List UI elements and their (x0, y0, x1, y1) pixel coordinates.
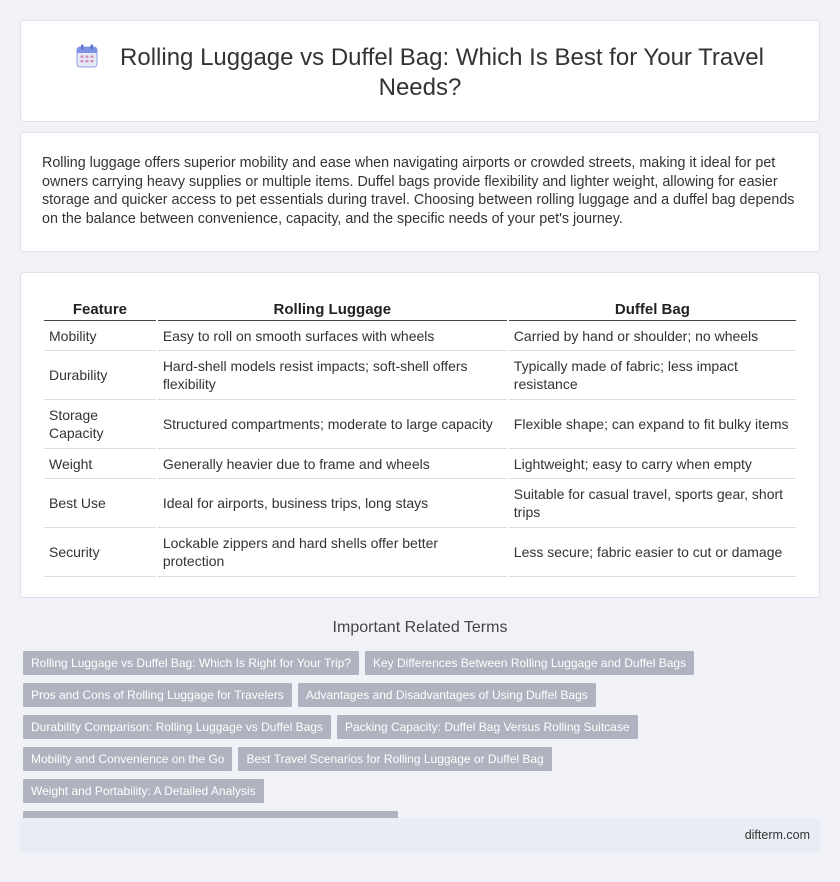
duffel-bag-cell: Flexible shape; can expand to fit bulky items (509, 400, 796, 449)
rolling-luggage-cell: Lockable zippers and hard shells offer better protection (158, 528, 507, 577)
table-row (44, 479, 796, 528)
related-term-tag[interactable]: Durability Comparison: Rolling Luggage vs Duffel Bags (23, 715, 331, 739)
duffel-bag-cell: Lightweight; easy to carry when empty (509, 449, 796, 479)
intro-card (20, 132, 820, 252)
header-duffel-bag: Duffel Bag (509, 295, 796, 321)
rolling-luggage-cell: Structured compartments; moderate to large capacity (158, 400, 507, 449)
related-term-tag[interactable]: Key Differences Between Rolling Luggage and Duffel Bags (365, 651, 694, 675)
header-feature: Feature (44, 295, 156, 321)
related-term-tag[interactable]: Rolling Luggage vs Duffel Bag: Which Is Right for Your Trip? (23, 651, 359, 675)
related-terms-heading: Important Related Terms (332, 619, 508, 636)
comparison-table (42, 295, 798, 577)
table-row (44, 449, 796, 479)
duffel-bag-cell: Less secure; fabric easier to cut or damage (509, 528, 796, 577)
feature-cell: Mobility (44, 321, 156, 351)
intro-paragraph: Rolling luggage offers superior mobility and ease when navigating airports or crowded streets, making it ideal for pet owners carrying heavy supplies or multiple items. Duffel bags provide flexibility and lighter weight, allowing for easier storage and quicker access to pet essentials during travel. Choosing between rolling luggage and a duffel bag depends on the balance between convenience, capacity, and the specific needs of your pet's journey. (42, 155, 795, 227)
related-term-tag[interactable]: Mobility and Convenience on the Go (23, 747, 232, 771)
table-row (44, 321, 796, 351)
duffel-bag-cell: Carried by hand or shoulder; no wheels (509, 321, 796, 351)
related-term-tag[interactable]: Best Travel Scenarios for Rolling Luggage or Duffel Bag (238, 747, 551, 771)
title-card (20, 20, 820, 122)
feature-cell: Storage Capacity (44, 400, 156, 449)
related-terms-list (23, 651, 803, 843)
rolling-luggage-cell: Ideal for airports, business trips, long stays (158, 479, 507, 528)
rolling-luggage-cell: Easy to roll on smooth surfaces with wheels (158, 321, 507, 351)
calendar-icon (76, 44, 98, 68)
table-row (44, 400, 796, 449)
header-rolling-luggage: Rolling Luggage (158, 295, 507, 321)
footer (20, 818, 820, 852)
related-term-tag[interactable]: Weight and Portability: A Detailed Analysis (23, 779, 264, 803)
duffel-bag-cell: Suitable for casual travel, sports gear, short trips (509, 479, 796, 528)
table-row (44, 528, 796, 577)
table-row (44, 351, 796, 400)
comparison-card (20, 272, 820, 598)
related-term-tag[interactable]: Advantages and Disadvantages of Using Duffel Bags (298, 683, 596, 707)
rolling-luggage-cell: Hard-shell models resist impacts; soft-shell offers flexibility (158, 351, 507, 400)
duffel-bag-cell: Typically made of fabric; less impact resistance (509, 351, 796, 400)
page-title-text: Rolling Luggage vs Duffel Bag: Which Is Best for Your Travel Needs? (120, 44, 764, 101)
rolling-luggage-cell: Generally heavier due to frame and wheels (158, 449, 507, 479)
footer-site-link[interactable]: difterm.com (744, 828, 810, 842)
feature-cell: Durability (44, 351, 156, 400)
feature-cell: Best Use (44, 479, 156, 528)
page-title (61, 43, 779, 103)
related-term-tag[interactable]: Pros and Cons of Rolling Luggage for Travelers (23, 683, 292, 707)
related-term-tag[interactable]: Packing Capacity: Duffel Bag Versus Rolling Suitcase (337, 715, 638, 739)
table-header-row (44, 295, 796, 321)
feature-cell: Weight (44, 449, 156, 479)
feature-cell: Security (44, 528, 156, 577)
